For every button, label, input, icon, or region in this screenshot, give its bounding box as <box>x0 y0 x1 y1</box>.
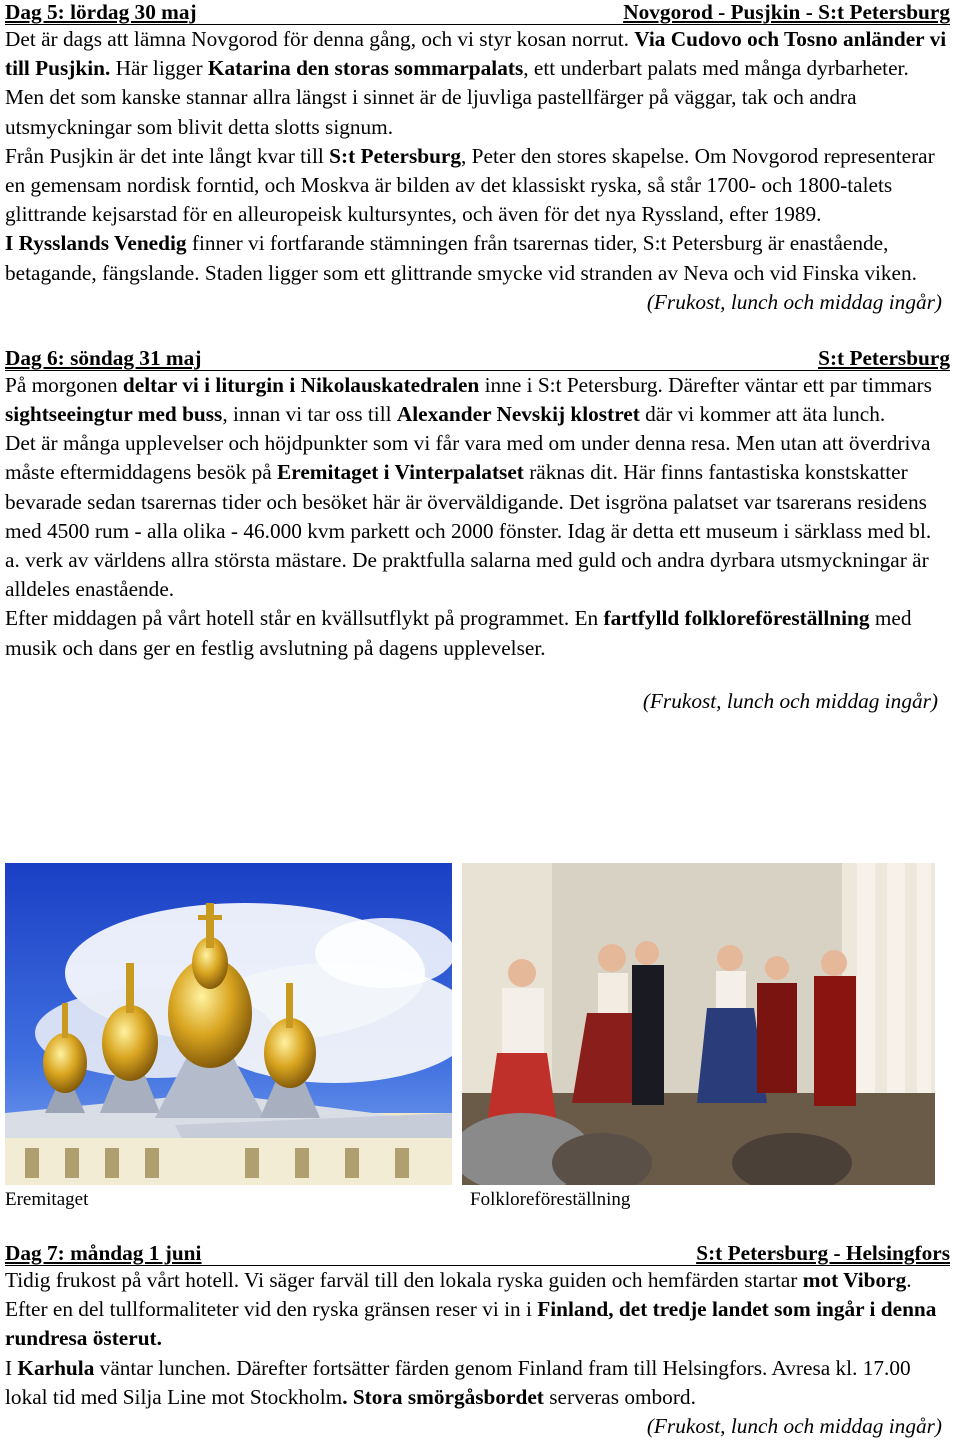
folklore-photo <box>462 863 935 1185</box>
day7-heading <box>5 1241 950 1266</box>
day6-route: S:t Petersburg <box>818 345 950 370</box>
day5-paragraph-3: I Rysslands Venedig finner vi fortfarande stämningen från tsarernas tider, S:t Petersburg är enastående, betagande, fängslande. Staden ligger som ett glittrande smycke vid stranden av Neva och vid Finska viken. (Frukost, lunch och middag ingår) <box>5 229 950 287</box>
day5-paragraph-1: Det är dags att lämna Novgorod för denna gång, och vi styr kosan norrut. Via Cudovo och Tosno anländer vi till Pusjkin. Här ligger Katarina den storas sommarpalats, ett underbart palats med många dyrbarheter. Men det som kanske stannar allra längst i sinnet är de ljuvliga pastellfärger på väggar, tak och andra utsmyckningar som blivit detta slotts signum. <box>5 27 947 139</box>
day6-heading <box>5 346 950 371</box>
folklore-caption: Folkloreföreställning <box>470 1189 631 1210</box>
day7-paragraph-1: Tidig frukost på vårt hotell. Vi säger farväl till den lokala ryska guiden och hemfärden startar mot Viborg. Efter en del tullformaliteter vid den ryska gränsen reser vi in i Finland, det tredje landet som ingår i denna rundresa österut. <box>5 1268 937 1351</box>
day6-date: Dag 6: söndag 31 maj <box>5 345 202 370</box>
day5-paragraph-2: Från Pusjkin är det inte långt kvar till S:t Petersburg, Peter den stores skapelse. Om Novgorod representerar en gemensam nordisk forntid, och Moskva är bilden av det klassiskt ryska, så står 1700- och 1800-talets glittrande kejsarstad för en alleuropeisk kultursyntes, och även för det nya Ryssland, efter 1989. <box>5 143 935 227</box>
day5-route: Novgorod - Pusjkin - S:t Petersburg <box>623 0 950 24</box>
page <box>5 0 950 716</box>
day6-meals: (Frukost, lunch och middag ingår) <box>642 688 938 713</box>
eremitaget-photo <box>5 863 452 1185</box>
photo-row <box>5 863 945 1208</box>
day6-paragraph-2: Det är många upplevelser och höjdpunkter som vi får vara med om under denna resa. Men utan att överdriva måste eftermiddagens besök på Eremitaget i Vinterpalatset räknas dit. Här finns fantastiska konstskatter bevarade sedan tsarernas tider och besöket här är överväldigande. Det isgröna palatset var tsarerans residens med 4500 rum - alla olika - 46.000 kvm parkett och 2000 fönster. Idag är detta ett museum i särklass med bl. a. verk av världens allra största mästare. De praktfulla salarna med guld och andra dyrbara utsmyckningar är alldeles enastående. <box>5 431 932 602</box>
day7-paragraph-2-rest: väntar lunchen. Därefter fortsätter färden genom Finland fram till Helsingfors. Avresa kl. 17.00 lokal tid med Silja Line mot Stockholm <box>5 1355 911 1409</box>
day6-paragraph-1: På morgonen deltar vi i liturgin i Nikolauskatedralen inne i S:t Petersburg. Därefter väntar ett par timmars sightseeingtur med buss, innan vi tar oss till Alexander Nevskij klostret där vi kommer att äta lunch. <box>5 372 932 427</box>
day5-meals: (Frukost, lunch och middag ingår) <box>646 289 942 314</box>
day6-paragraph-3: Efter middagen på vårt hotell står en kvällsutflykt på programmet. En fartfylld folkloreföreställning med musik och dans ger en festlig avslutning på dagens upplevelser. <box>5 606 912 660</box>
eremitaget-caption: Eremitaget <box>5 1189 89 1210</box>
folk-dancers-image <box>462 863 935 1185</box>
day7-paragraph-2: I Karhula väntar lunchen. Därefter fortsätter färden genom Finland fram till Helsingfors. Avresa kl. 17.00 lokal tid med Silja Line mot Stockholm. Stora smörgåsbordet serveras ombord. (Frukost, lunch och middag ingår) <box>5 1354 950 1412</box>
karhula-bold: Karhula <box>17 1355 95 1380</box>
day7-section <box>5 1241 950 1441</box>
day7-date: Dag 7: måndag 1 juni <box>5 1241 202 1265</box>
day7-route: S:t Petersburg - Helsingfors <box>696 1241 950 1265</box>
church-domes-image <box>5 863 452 1185</box>
day5-heading <box>5 0 950 25</box>
day5-date: Dag 5: lördag 30 maj <box>5 0 197 24</box>
day7-meals: (Frukost, lunch och middag ingår) <box>646 1414 942 1439</box>
